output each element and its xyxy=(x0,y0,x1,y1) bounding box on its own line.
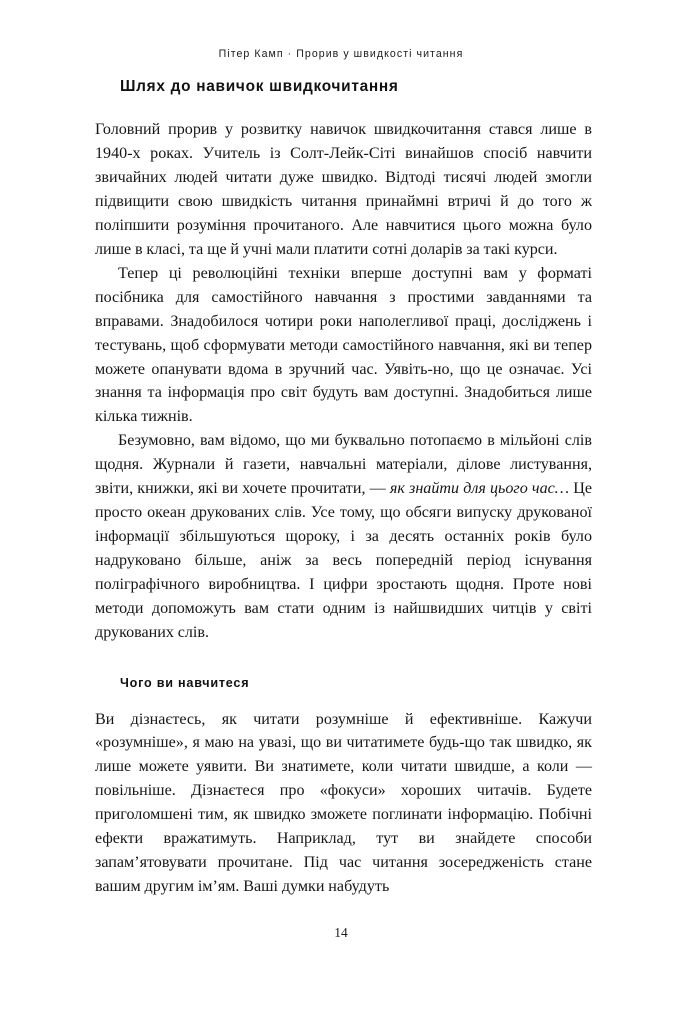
section-heading-secondary: Чого ви навчитеся xyxy=(120,676,250,691)
paragraph xyxy=(95,708,592,899)
paragraph xyxy=(95,429,592,644)
text-run: Тепер ці революційні техніки вперше доступні вам у форматі посібника для самостійного навчання з простими завданнями та вправами. Знадобилося чотири роки наполегливої праці, досліджень і тестувань, щоб сформувати методи самостійного навчання, які ви тепер можете опанувати вдома в зручний час. Уявіть-но, що це означає. Усі знання та інформація про світ будуть вам доступні. Знадобиться лише кілька тижнів. xyxy=(95,264,592,426)
paragraph xyxy=(95,118,592,261)
paragraph xyxy=(95,262,592,429)
emphasis-text: як знайти для цього час… xyxy=(389,480,570,498)
page-number xyxy=(0,925,682,941)
text-run: Головний прорив у розвитку навичок швидкочитання стався лише в 1940-х роках. Учитель із Солт-Лейк-Сіті винайшов спосіб навчити звичайних людей читати дуже швидко. Відтоді тисячі людей змогли підвищити свою швидкість читання принаймні втричі й до того ж поліпшити розуміння прочитаного. Але навчитися цього можна було лише в класі, та ще й учні мали платити сотні доларів за такі курси. xyxy=(95,121,592,259)
text-run: Це просто океан друкованих слів. Усе тому, що обсяги випуску друкованої інформації збільшуються щороку, і за десять останніх років було надруковано більше, аніж за весь попередній період існування поліграфічного виробництва. І цифри зростають щодня. Проте нові методи допоможуть вам стати одним із найшвидших читців у світі друкованих слів. xyxy=(95,480,592,641)
section-heading-primary: Шлях до навичок швидкочитання xyxy=(120,78,399,95)
running-head-text: Пітер Камп · Прорив у швидкості читання xyxy=(218,48,464,60)
text-run: Ви дізнаєтесь, як читати розумніше й ефективніше. Кажучи «розумніше», я маю на увазі, що ви читатимете будь-що так швидко, як лише можете уявити. Ви знатимете, коли читати швидше, а коли — повільніше. Дізнаєтеся про «фокуси» хороших читачів. Будете приголомшені тим, як швидко зможете поглинати інформацію. Побічні ефекти вражатимуть. Наприклад, тут ви знайдете способи запам’ятовувати прочитане. Під час читання зосередженість стане вашим другим ім’ям. Ваші думки набудуть xyxy=(95,710,592,895)
page-number-value: 14 xyxy=(334,925,348,940)
running-head xyxy=(0,48,682,60)
text-column xyxy=(95,78,592,899)
text-run: Безумовно, вам відомо, що ми буквально потопаємо в мільйоні слів щодня. Журнали й газети, навчальні матеріали, ділове листування, звіти, книжки, які ви хочете прочитати, — xyxy=(95,432,592,498)
